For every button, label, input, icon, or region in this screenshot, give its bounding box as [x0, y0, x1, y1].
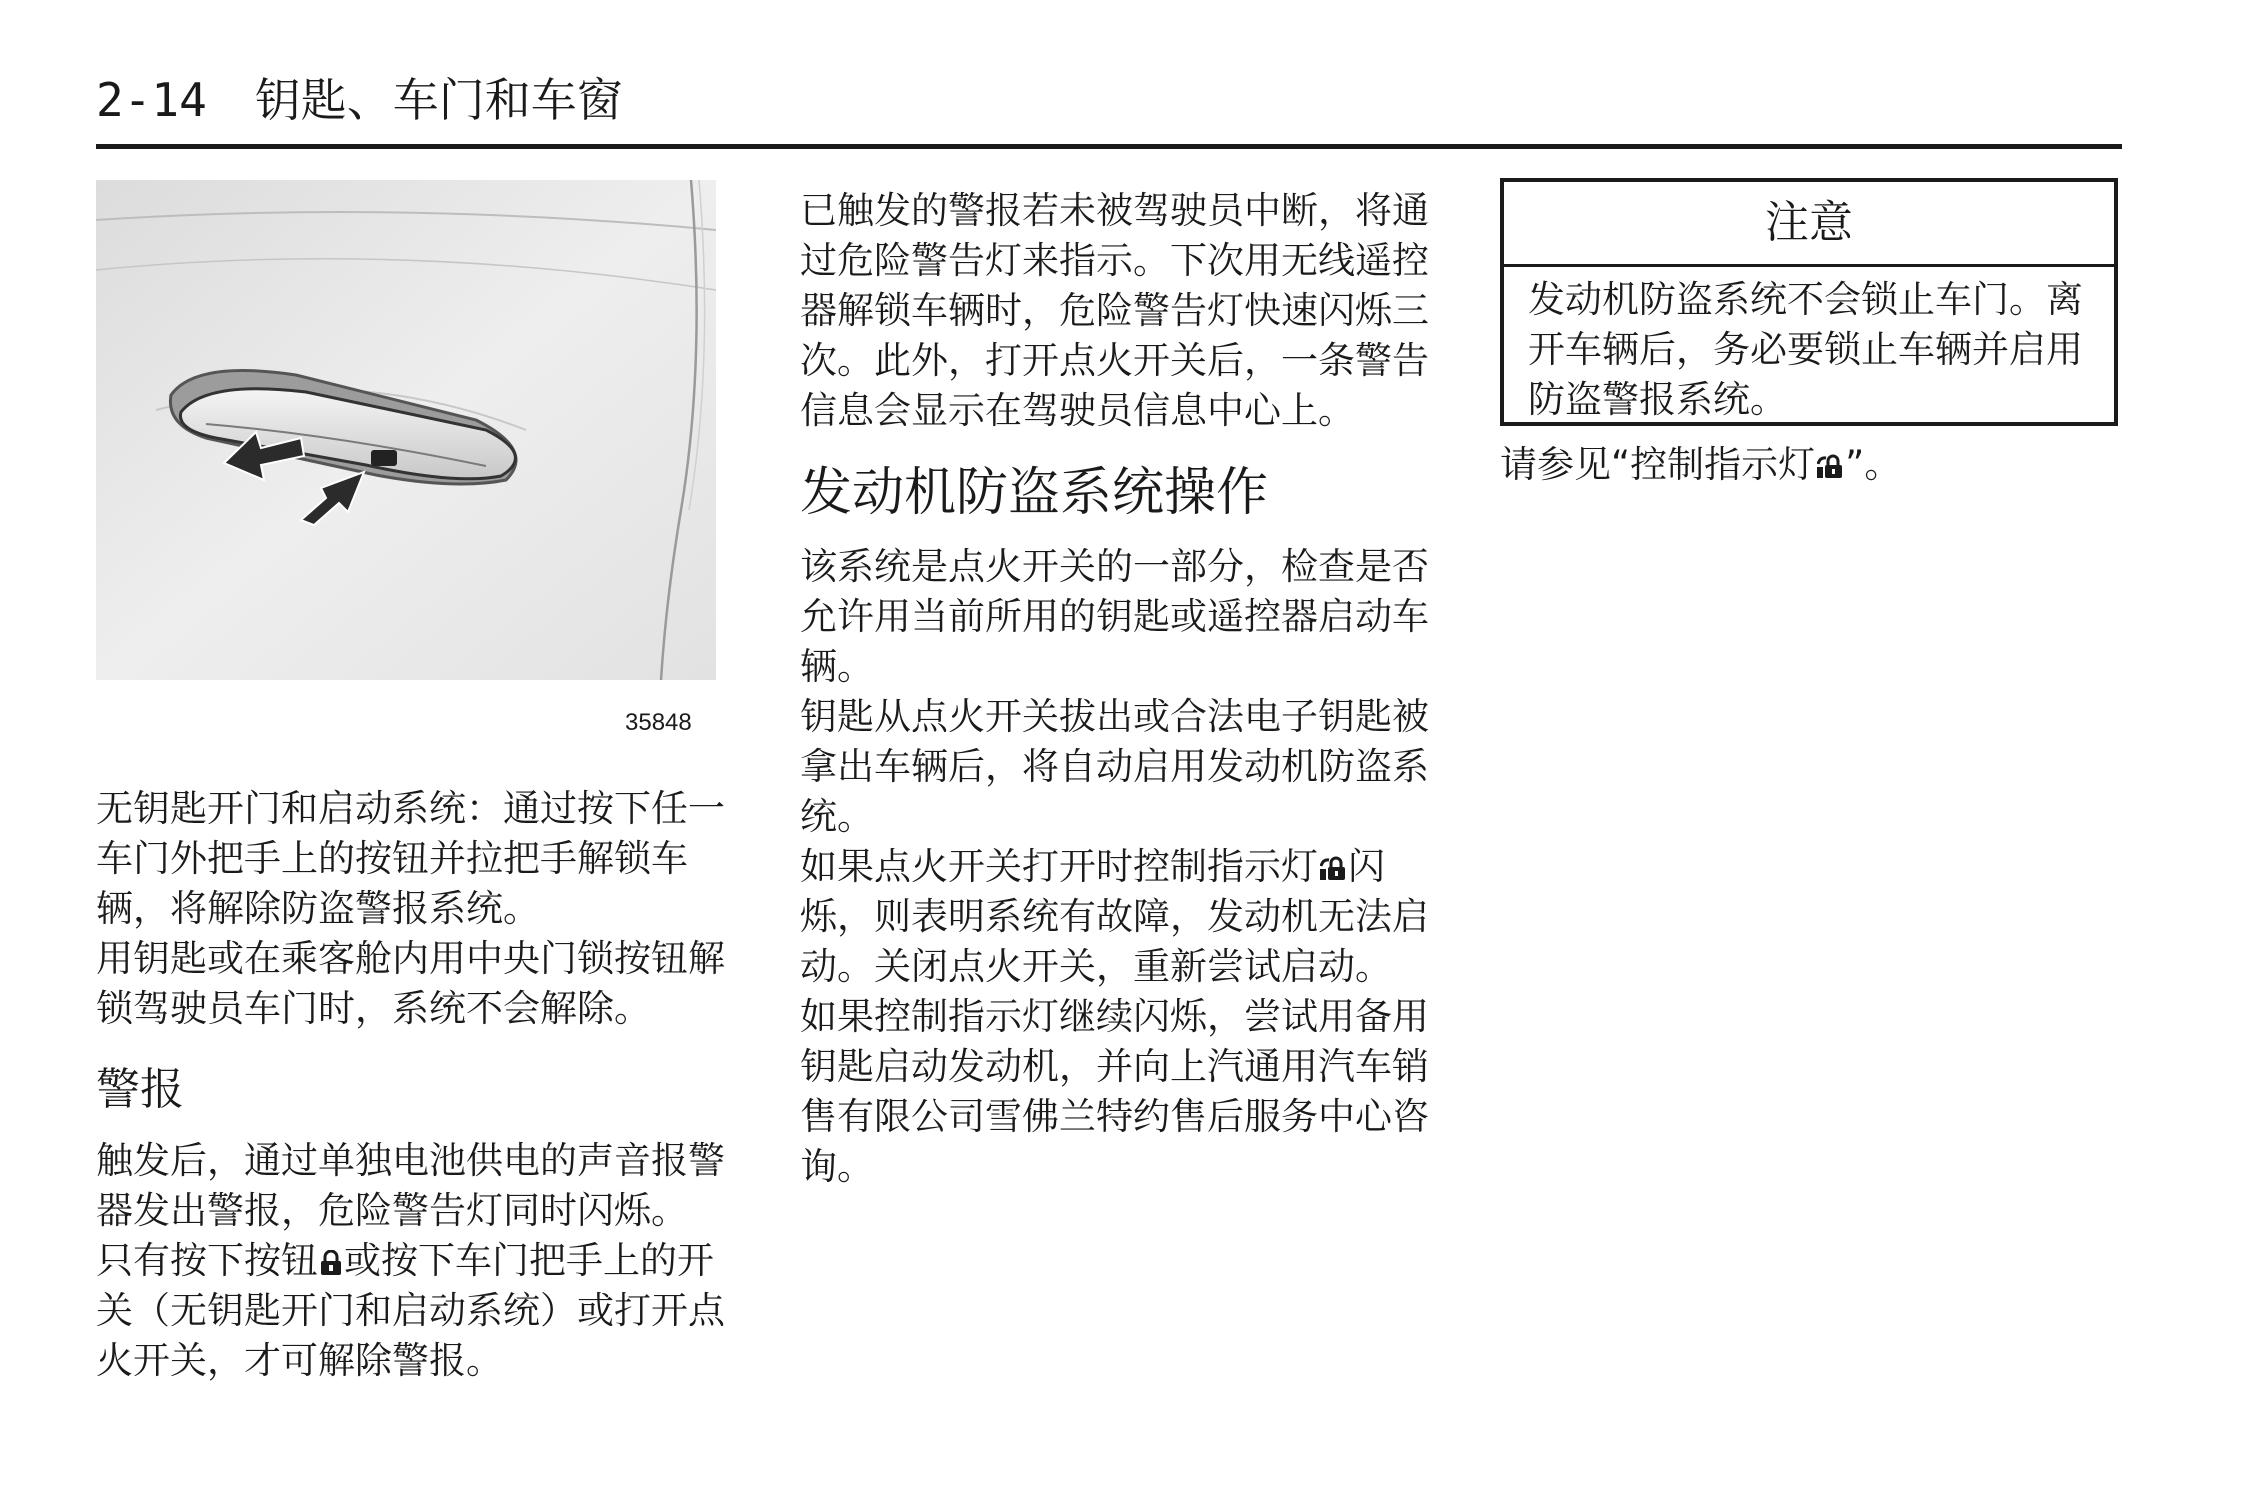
immobilizer-paragraph-4: 如果控制指示灯继续闪烁，尝试用备用钥匙启动发动机，并向上汽通用汽车销售有限公司雪佛兰特约售后服务中心咨询。 — [800, 995, 1429, 1188]
alarm-indication-paragraph: 已触发的警报若未被驾驶员中断，将通过危险警告灯来指示。下次用无线遥控器解锁车辆时，危险警告灯快速闪烁三次。此外，打开点火开关后，一条警告信息会显示在驾驶员信息中心上。 — [800, 189, 1429, 432]
immobilizer-paragraph-1: 该系统是点火开关的一部分，检查是否允许用当前所用的钥匙或遥控器启动车辆。 — [800, 545, 1429, 688]
immobilizer-indicator-icon — [1320, 856, 1346, 882]
alarm-heading: 警报 — [96, 1064, 184, 1115]
notice-box — [1500, 178, 2118, 426]
notice-body: 发动机防盗系统不会锁止车门。离开车辆后，务必要锁止车辆并启用防盗警报系统。 — [1528, 278, 2083, 421]
immobilizer-paragraph-3 — [800, 842, 1440, 992]
alarm-deactivate-text-b: 或按下车门把手上的开关（无钥匙开门和启动系统）或打开点火开关，才可解除警报。 — [96, 1239, 725, 1382]
alarm-paragraph: 触发后，通过单独电池供电的声音报警器发出警报，危险警告灯同时闪烁。 — [96, 1139, 725, 1232]
figure-id: 35848 — [625, 709, 692, 736]
keyless-paragraph: 无钥匙开门和启动系统：通过按下任一车门外把手上的按钮并拉把手解锁车辆，将解除防盗警报系统。 — [96, 787, 725, 930]
see-also-text-b: ”。 — [1845, 443, 1902, 486]
door-handle-drawing — [96, 180, 716, 680]
immobilizer-heading: 发动机防盗系统操作 — [800, 463, 1269, 523]
unlock-icon — [320, 1250, 342, 1276]
column-middle — [800, 186, 1440, 1192]
notice-title: 注意 — [1504, 182, 2114, 267]
door-handle-illustration — [96, 180, 716, 680]
alarm-deactivate-paragraph — [96, 1236, 726, 1386]
immobilizer-indicator-icon — [1817, 454, 1843, 480]
immobilizer-paragraph-3-text-b: 闪烁，则表明系统有故障，发动机无法启动。关闭点火开关，重新尝试启动。 — [800, 845, 1429, 988]
alarm-deactivate-text-a: 只有按下按钮 — [96, 1239, 318, 1282]
immobilizer-paragraph-3-text-a: 如果点火开关打开时控制指示灯 — [800, 845, 1318, 888]
immobilizer-paragraph-2: 钥匙从点火开关拔出或合法电子钥匙被拿出车辆后，将自动启用发动机防盗系统。 — [800, 695, 1429, 838]
header-rule — [96, 144, 2122, 149]
column-left — [96, 784, 726, 1386]
section-title: 钥匙、车门和车窗 — [254, 73, 623, 127]
see-also-reference — [1500, 440, 2120, 490]
page-header — [96, 72, 623, 128]
central-lock-paragraph: 用钥匙或在乘客舱内用中央门锁按钮解锁驾驶员车门时，系统不会解除。 — [96, 937, 725, 1030]
column-right — [1500, 440, 2120, 490]
see-also-text-a: 请参见“控制指示灯 — [1500, 443, 1816, 486]
page-number: 2-14 — [96, 73, 207, 127]
